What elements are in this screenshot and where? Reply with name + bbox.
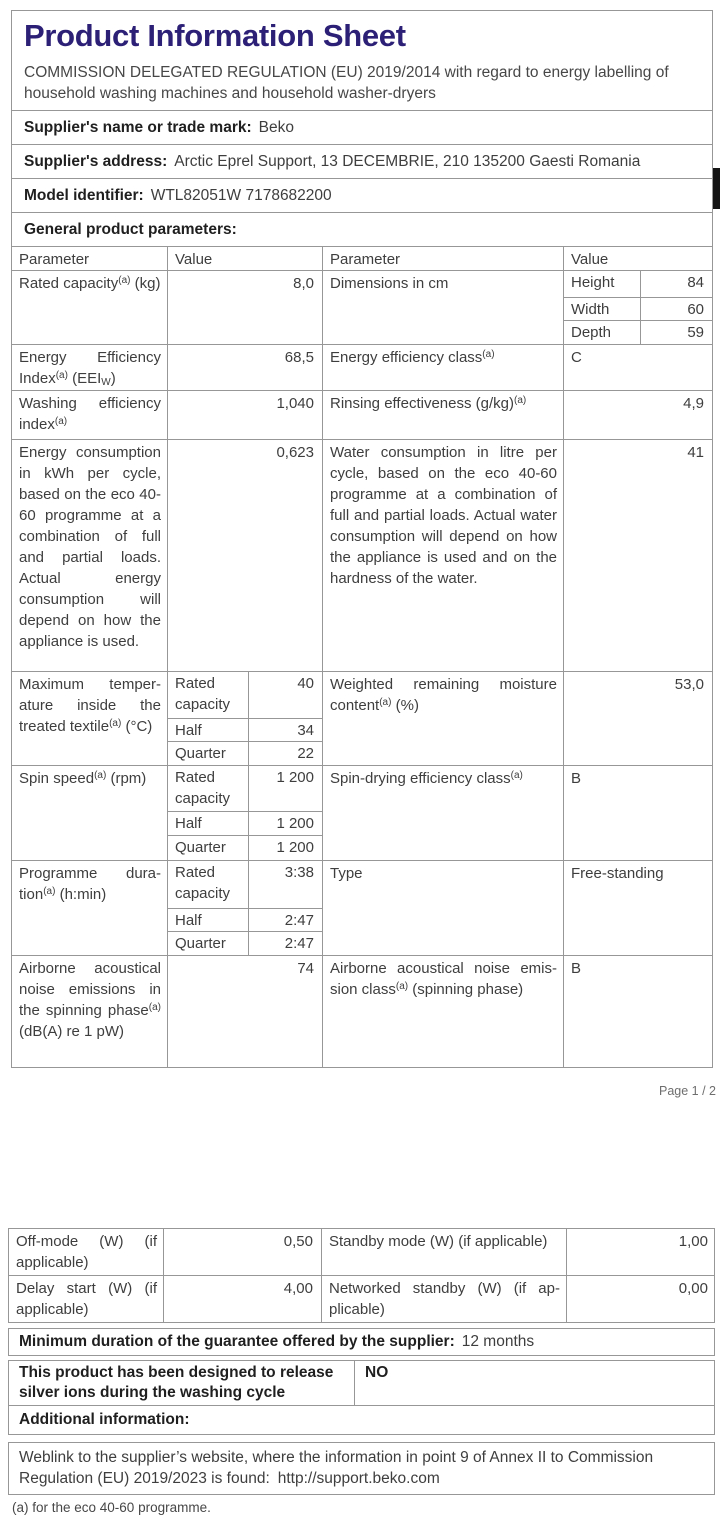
sub-label: Half <box>168 812 249 836</box>
param-label: Energy efficiency class$^{(a)}$ <box>322 345 563 390</box>
additional-information-label: Additional information: <box>19 1411 190 1428</box>
regulation-subtitle: COMMISSION DELEGATED REGULATION (EU) 2019/2014 with regard to energy labelling of household washing machines and household washer-dryers <box>24 64 669 102</box>
param-value: 0,50 <box>163 1229 321 1275</box>
param-label: Washing efficiency index$^{(a)}$ <box>19 395 161 433</box>
param-label: Spin speed$^{(a)}$ (rpm) <box>19 770 147 787</box>
document-header <box>12 11 712 110</box>
param-label: Maximum temperature inside the treated textile$^{(a)}$ (°C) <box>19 676 161 735</box>
column-header: Parameter <box>322 247 563 270</box>
weblink-row <box>8 1442 715 1495</box>
general-parameters-row <box>12 212 712 246</box>
footnote: (a) for the eco 40-60 programme. <box>12 1500 211 1515</box>
param-value: 0,00 <box>566 1276 714 1322</box>
table-row-rated-capacity <box>12 270 712 344</box>
supplier-address-row <box>12 144 712 178</box>
table-row-programme-duration <box>12 860 712 955</box>
table-header-row <box>12 246 712 270</box>
param-label: Airborne acoustical noise emission class$^{(a)}$ (spinning phase) <box>322 956 563 1067</box>
sub-label: Rated capacity <box>168 766 249 811</box>
param-label: Spin-drying efficiency class$^{(a)}$ <box>322 766 563 860</box>
sub-value: 2:47 <box>284 935 314 953</box>
table-row-eei <box>12 344 712 390</box>
sub-row <box>168 931 322 955</box>
param-label: Energy consumption in kWh per cycle, based on the eco 40-60 programme at a combination of full and partial loads. Actual energy consumption will depend on how the appliance is used. <box>19 444 161 650</box>
param-label: Standby mode (W) (if applicable) <box>321 1229 566 1275</box>
param-value: 68,5 <box>167 345 322 390</box>
table-row-washing-efficiency <box>12 390 712 439</box>
sub-row <box>564 297 712 321</box>
supplier-name-row <box>12 110 712 144</box>
page-indicator: Page 1 / 2 <box>659 1084 716 1098</box>
page-title: Product Information Sheet <box>24 18 406 53</box>
sub-value: 84 <box>687 274 704 291</box>
param-label: Off-mode (W) (if applicable) <box>16 1233 157 1271</box>
weblink-text: Weblink to the supplier’s website, where the information in point 9 of Annex II to Commission Regulation (EU) 2019/2023 is found: <box>19 1449 654 1487</box>
sub-row <box>168 861 322 908</box>
product-sheet-box <box>11 10 713 1068</box>
guarantee-row <box>8 1328 715 1356</box>
param-value: B <box>563 956 712 1067</box>
supplier-name-label: Supplier's name or trade mark: <box>24 119 252 136</box>
sub-row <box>168 811 322 836</box>
param-label: Water consumption in litre per cycle, based on the eco 40-60 programme at a combination of full and partial loads. Actual water consumption will depend on how the appliance is used and on the hardness of the water. <box>322 440 563 671</box>
silver-ions-box <box>8 1360 715 1435</box>
silver-ions-row <box>9 1361 714 1405</box>
guarantee-label: Minimum duration of the guarantee offered by the supplier: <box>19 1333 455 1350</box>
sub-row <box>168 718 322 741</box>
param-label: Rinsing effectiveness $(g/kg)^{(a)}$ <box>322 391 563 439</box>
param-label: Type <box>322 861 563 955</box>
sub-row <box>168 835 322 860</box>
sub-row <box>564 271 712 297</box>
param-value: 0,623 <box>167 440 322 671</box>
param-value: C <box>563 345 712 390</box>
sub-row <box>168 908 322 931</box>
param-label: Programme duration$^{(a)}$ (h:min) <box>19 865 161 903</box>
param-value: 8,0 <box>167 271 322 344</box>
sub-row <box>564 320 712 344</box>
page-two-section <box>8 1228 715 1516</box>
black-edge-scan-mark <box>713 168 720 209</box>
model-identifier-label: Model identifier: <box>24 187 144 204</box>
param-label: Dimensions in cm <box>322 271 563 344</box>
sub-value: 1 200 <box>276 769 314 786</box>
sub-value: 1 200 <box>276 839 314 857</box>
sub-value: 1 200 <box>276 814 314 832</box>
sub-label: Height <box>564 271 641 297</box>
supplier-name-value: Beko <box>258 119 294 136</box>
sub-label: Half <box>168 909 249 931</box>
sub-label: Rated capacity <box>168 672 249 718</box>
param-label: Delay start (W) (if applicable) <box>16 1280 157 1318</box>
sub-value: 22 <box>297 745 314 763</box>
general-parameters-label: General product parameters: <box>24 221 237 238</box>
sub-label: Quarter <box>168 836 249 860</box>
column-header: Value <box>167 247 322 270</box>
table-row-max-temperature <box>12 671 712 765</box>
sub-row <box>168 672 322 718</box>
param-value: 4,9 <box>563 391 712 439</box>
param-label: Weighted remaining moisture content$^{(a)}$ (%) <box>322 672 563 765</box>
param-value: 1,040 <box>167 391 322 439</box>
sub-label: Rated capacity <box>168 861 249 908</box>
load-subtable <box>167 861 322 955</box>
load-subtable <box>167 766 322 860</box>
table-row-energy-consumption <box>12 439 712 671</box>
table-row-off-mode <box>9 1229 714 1275</box>
model-identifier-row <box>12 178 712 212</box>
sub-label: Half <box>168 719 249 741</box>
param-value: 53,0 <box>563 672 712 765</box>
sub-row <box>168 766 322 811</box>
column-header: Parameter <box>19 251 90 268</box>
additional-information-row <box>9 1405 714 1434</box>
sub-label: Width <box>564 298 641 321</box>
silver-ions-value: NO <box>354 1361 714 1405</box>
sub-label: Quarter <box>168 932 249 955</box>
table-row-spin-speed <box>12 765 712 860</box>
sub-value: 59 <box>687 324 704 342</box>
dimensions-subtable <box>563 271 712 344</box>
weblink-url[interactable]: http://support.beko.com <box>277 1470 440 1487</box>
sub-value: 40 <box>297 675 314 692</box>
sub-value: 2:47 <box>284 912 314 930</box>
sub-value: 34 <box>297 722 314 740</box>
sub-value: 60 <box>687 300 704 318</box>
power-modes-table <box>8 1228 715 1323</box>
column-header: Value <box>563 247 712 270</box>
param-label: Airborne acoustical noise emissions in the spinning phase$^{(a)}$ (dB(A) re 1 pW) <box>19 960 161 1040</box>
sub-label: Quarter <box>168 742 249 765</box>
param-value: 41 <box>563 440 712 671</box>
param-value: 4,00 <box>163 1276 321 1322</box>
silver-ions-label: This product has been designed to release silver ions during the washing cycle <box>19 1364 334 1401</box>
sub-value: 3:38 <box>284 864 314 881</box>
param-label: Networked standby (W) (if applicable) <box>321 1276 566 1322</box>
load-subtable <box>167 672 322 765</box>
sub-label: Depth <box>564 321 641 344</box>
param-label: Rated capacity$^{(a)}$ (kg) <box>19 275 161 292</box>
model-identifier-value: WTL82051W 7178682200 <box>150 187 332 204</box>
supplier-address-label: Supplier's address: <box>24 153 168 170</box>
param-value: 74 <box>167 956 322 1067</box>
param-value: B <box>563 766 712 860</box>
param-value: 1,00 <box>566 1229 714 1275</box>
supplier-address-value: Arctic Eprel Support, 13 DECEMBRIE, 210 135200 Gaesti Romania <box>174 153 641 170</box>
param-value: Free-standing <box>563 861 712 955</box>
table-row-delay-start <box>9 1275 714 1322</box>
guarantee-value: 12 months <box>461 1333 535 1350</box>
param-label: Energy Efficiency Index$^{(a)}$ $(EEI_W)$ <box>19 349 161 388</box>
table-row-airborne-noise <box>12 955 712 1067</box>
sub-row <box>168 741 322 765</box>
